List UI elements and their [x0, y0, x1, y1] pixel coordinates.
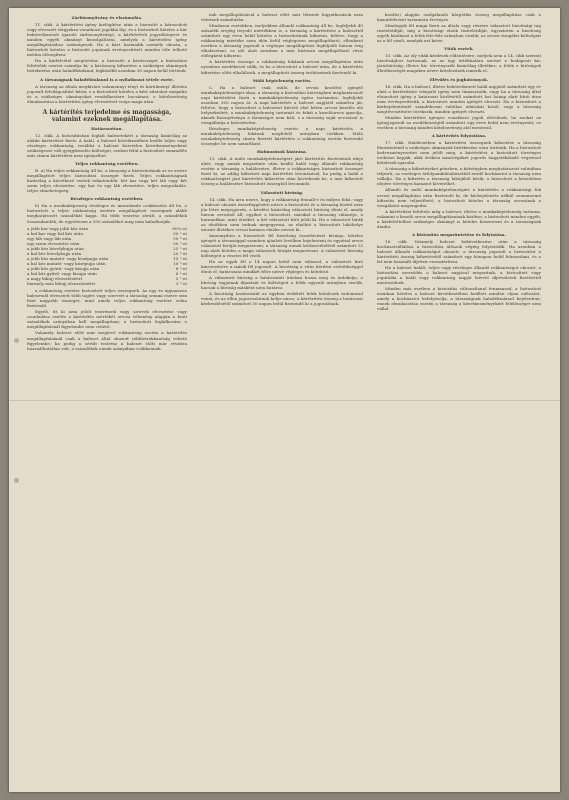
paragraph: Amennyiben a biztosított fél bizottság összehívását kívánja, köteles igényét a társasággal szemben ajánlott levélben bejelenteni és egyúttal orvos választott bíróját megnevezni; a társaság ennek kézhezvételétől számított 15 nap alatt köteles a maga választott bíráját megnevezni. A választott bíróság költségeit a vesztes fél viseli.	[201, 232, 363, 259]
table-cell-rate: 30 "-ot	[173, 240, 187, 246]
paragraph: b) Ha a munkaképesség részleges és maradandó csökkenése áll be, a biztosított a teljes rokkantság esetére megállapított összegnek alább meghatározott százalékát kapja. Ha több testrész sérült, a százalékok összeadandók, de együttesen a 100 százalékot meg nem haladhatják:	[27, 203, 187, 224]
section-heading: Múló képtelenség esetén.	[252, 77, 312, 83]
table-cell-rate: 60%-ot	[172, 225, 187, 231]
document-page	[9, 8, 560, 792]
punch-hole	[14, 478, 19, 483]
section-heading: Részleges rokkantság esetében.	[70, 196, 144, 202]
table-cell-item: bármely más lábujj elvesztéséért	[27, 281, 96, 287]
table-cell-item: a nagy lábujj elvesztéséért	[27, 276, 83, 282]
section-heading: Halmozások kizárása.	[257, 149, 307, 155]
paragraph: C. Ha a baleset csak múló, de orvosi kezelést igénylő munkaképtelenséget okoz, a társaság a biztosítási kötvényben meghatározott napi kártérítést fizeti a munkaképtelenség egész tartamára, legfeljebb azonban 300 napon át. A napi kártérítés a baleset napjától számítva jár, feltéve, hogy a biztosított a balesetet követő első héten orvosi kezelés alá helyezkedett; a munkaképtelenség tartamát és fokát a kezelőorvos igazolja, akinek bizonyítványa a társaságot nem köti, s a társaság saját orvosával is vizsgálhatja a biztosítottat.	[201, 84, 363, 125]
paragraph: 16. cikk. Ha a baleset, illetve bekövetkezett halál napjától számított egy év alatt a kártérítésre irányuló igény nem támasztatik, vagy ha a társaság által elutasított igény a határozat közlésétől számított hat hónap alatt bírói úton nem érvényesíttetik, a biztosított minden igényét elveszti. Ha a biztosított a kárbejelentésnél szándékosan valótlan adatokat közöl, vagy a társaság megtévesztésére törekszik, minden igényét elveszti.	[377, 83, 541, 114]
section-heading: Viták esetek.	[444, 46, 474, 52]
table-cell-rate: 25 "-ot	[173, 245, 187, 251]
paragraph: Részleges munkaképtelenség esetén a napi kártérítés a munkaképtelenség fokának megfelelő arányban csökken. Múló munkaképtelenség címén fizetett kártérítés a rokkantság esetén fizetendő összegbe be nem számítható.	[201, 125, 363, 147]
table-cell-rate: 8 "-ot	[175, 265, 187, 271]
paragraph: Ha az egyik fél a 14 napon belül nem válaszol, a választott bíró kinevezésére a másik fél jogosult. A bizottság a vitás kérdést szótöbbséggel dönti el; határozata mindkét félre nézve végleges és kötelező.	[201, 259, 363, 275]
paragraph: Állandó és múló munkaképtelenségért a kártérítés a rokkantsági fok orvosi megállapítása után fizetendő ki, de kárbejelentés nélkül semminemű kifizetés nem teljesíthető; a biztosított köteles a társaság orvosának a vizsgálatot megengedni.	[377, 187, 541, 208]
paragraph: Egyéb, itt ki nem jelölt testrészek vagy szervek elvesztése vagy csonkulása esetén a kártérítés mértékét orvosi vélemény alapján a fenti százalékok arányában kell megállapítani; a biztosított foglalkozása a megállapításnál figyelembe nem vehető.	[27, 309, 187, 330]
paragraph: 15. cikk. Az oly viták kérdések eldöntésére, melyek nem a 14. cikk szerinti bizottsághoz tartoznak, az az ügy értékhatára szerint a budapesti kir. járásbíróság, illetve kir. törvényszék kizárólag illetékes; a felek e bíróságok illetékességét magukra nézve kötelezőnek ismerik el.	[377, 53, 541, 74]
section-heading: A kártérítés folyósítása.	[431, 132, 487, 138]
table-row	[27, 281, 187, 286]
paragraph: 11. cikk. A kártérítési igény kielégítése után a biztosító a károsodott vagy elveszett tárgyakra vonatkozó jogokba lép, és a biztosított köteles a kár bekövetkezését igazoló zárbizonyítványt, a kárfelvételi jegyzőkönyvet és minden egyéb okmányt kiszolgáltatni, amelyek a kártérítési igény megállapításához szükségesek. Ha a kárt harmadik személy okozta, a biztosított köteles a biztosító jogainak érvényesítését minden tőle telhető módon elősegíteni.	[27, 22, 187, 58]
section-heading: Határozottan.	[91, 125, 123, 131]
paragraph: A választott bíróság a határozatát írásban hozza meg és indokolja; a bíróság tagjainak díjazását és költségeit a felek egyenlő arányban viselik, hacsak a bíróság másként nem határoz.	[201, 275, 363, 291]
section-heading: Zárbizonyítvány és elszámolás.	[71, 15, 143, 20]
text-column-right	[377, 12, 541, 313]
paragraph: 18. cikk. Valamely baleset bekövetkezése után a társaság kockázatvállalása a biztosítási időszak végéig folytatódik. Ha azonban a baleset állandó rokkantságot okozott, a társaság jogosult a biztosítást a kártérítési összeg kifizetésétől számított egy hónapon belül felmondani, és a fel nem használt díjrészt visszatéríteni.	[377, 238, 541, 265]
text-column-middle	[201, 12, 363, 308]
table-cell-item: a jobb kéz mutató- vagy középujja után	[27, 255, 109, 261]
table-cell-rate: 5 "-ot	[175, 276, 187, 282]
table-cell-rate: 50 "-ot	[173, 230, 187, 236]
section-heading: Választott bíróság.	[260, 189, 304, 195]
paragraph: 17. cikk. Halálesetben a kártérítési összegnek kifizetése a társaság főintézeténél a szükséges okmányok beérkezése után történik. Ha a biztosított kedvezményezettet nem jelölt meg, a kártérítést a biztosított törvényes örökösei kapják, akik örökösi minőségüket jogerős hagyatékátadó végzéssel kötelesek igazolni.	[377, 140, 541, 166]
table-cell-rate: 10 "-ot	[173, 260, 187, 266]
paragraph: A kártérítés összege a rokkantság fokának orvosi megállapítása után nyomban esedékessé válik, és ha a biztosított a baleset után, de a kártérítés kifizetése előtt elhalálozik, a megállapított összeg örököseinek fizetendő ki.	[201, 59, 363, 75]
table-cell-item: a jobb kéz gyűrű- vagy kisujja után	[27, 265, 100, 271]
paragraph: 14. cikk. Ha arra nézve, hogy a rokkantság fennáll-e és milyen fokú, vagy a baleset okozati összefüggésére nézve a biztosított és a társaság között nem jön létre megegyezés, a kérdést kizárólag választott bíróság dönti el, amely három orvosból áll; egyiket a biztosított, másikat a társaság választja, a harmadikat, mint elnököt, a két választott bíró jelöli ki. Ha a választott bírák az elnökben nem tudnak megegyezni, az elnököt a biztosított lakóhelye szerint illetékes orvosi kamara elnöke nevezi ki.	[201, 196, 363, 232]
paragraph: B. a) Ha teljes rokkantság áll be, a társaság a biztosítottnak az ez esetre megállapított teljes biztosítási összeget fizeti. Teljes rokkantságnak kizárólag a következő esetek tekintendők: két kar vagy két láb vagy két szem teljes elvesztése, egy kar és egy láb elvesztése, teljes megvakulás, teljes elmebetegség.	[27, 168, 187, 194]
table-cell-item: a bal kéz hüvelykujja után	[27, 250, 82, 256]
table-cell-item: a bal kar vagy bal kéz után	[27, 230, 83, 236]
section-heading: Teljes rokkantság esetében.	[75, 161, 139, 167]
table-cell-rate: 50 "-ot	[173, 235, 187, 241]
paragraph: Mindegyik fél maga fizeti az általa vagy részére választott bizottsági tag tiszteletdíját, míg a bizottsági elnök tiszteletdíját, úgyszintén a bizottság egyéb kiadásait a felek fele-fele arányban viselik; az orvosi vizsgálat költségeit az a fél viseli, amelyik azt kérte.	[377, 23, 541, 44]
table-cell-rate: 15 "-ot	[173, 255, 187, 261]
text-column-left	[27, 12, 187, 352]
table-cell-item: egy szem elvesztése után	[27, 240, 80, 246]
table-cell-item: a bal kéz gyűrű- vagy kisujja után	[27, 270, 97, 276]
paragraph: Ha a baleset halált, teljes vagy részleges állandó rokkantságot okozott, a biztosítási szerződés a baleset napjával megszűnik; a biztosított vagy jogutódai a halál vagy rokkantság napját követő díjrészletek fizetésétől mentesülnek.	[377, 265, 541, 286]
table-cell-item: egy láb vagy láb után	[27, 235, 72, 241]
paragraph: Minden kártérítési igényre vonatkozó jogok elévülnek, ha azokat az igényjogosult az esedékességtől számított egy éven belül nem érvényesíti; ez esetben a társaság minden kötelezettség alól mentesül.	[377, 114, 541, 130]
table-cell-rate: 3 "-ot	[175, 281, 187, 287]
paragraph: A társaság az általa megkívánt valamennyi tényt és körülményt illetően jogosult felvilágosítást kérni, s a biztosított köteles a kért adatokat megadni és a szükséges okmányokat rendelkezésre bocsátani; e kötelezettség elmulasztása a kártérítési igény elvesztését vonja maga után.	[27, 83, 187, 104]
paragraph: kezdés) alapján szolgálandó kárpótlás összeg megállapítása csak a kamatfelvezet tartamára érvényes.	[377, 12, 541, 23]
compensation-rate-table	[27, 226, 187, 287]
punch-hole	[14, 338, 19, 343]
chapter-heading: A kártérítés terjedelme és magassága, valamint ezeknek megállapítása.	[42, 108, 172, 123]
paragraph: Minden más esetben a biztosítás változatlanul fennmarad, a biztosított azonban köteles a baleset következtében beállott minden olyan változást, amely a kockázatot befolyásolja, a társaságnak haladéktalanul bejelenteni; ennek elmulasztása esetén a társaság a következményekért felelősséget nem vállal.	[377, 286, 541, 312]
paragraph: Ha a kárfelvétel megtörtént, a biztosító a kárösszeget a biztosítási feltételek szerint számítja ki; a kárösszeg kifizetése a szükséges okmányok beérkezése után haladéktalanul, legkésőbb azonban 30 napon belül történik.	[27, 58, 187, 74]
paragraph: 13. cikk. A múló munkaképtelenségért járó kártérítés fizetésének ideje alatt, vagy annak megszűnte után beálló halál vagy állandó rokkantság esetén a társaság a halálesetre, illetve a rokkantságra biztosított összeget fizeti ki, az addig kifizetett napi kártérítés levonásával, ha pedig a halál a rokkantságért járó kártérítés kifizetése után következik be, a már kifizetett összeg a halálesetre biztosított összegből levonandó.	[201, 156, 363, 187]
paragraph: A kártérítési feltétele még a baleset, illetve a munkaképtelenség tartama, valamint a kezelő orvos megállapításainak közlése; a biztosított minden egyéb, a kárfelvételhez szükséges okmányt is köteles beszerezni és a társaságnak átadni.	[377, 208, 541, 229]
table-cell-item: a jobb kéz hüvelykujja után	[27, 245, 84, 251]
paragraph: A társaság a kifizetéseket pénzben, a kötvényben meghatározott valutában teljesíti; az esetleges árfolyamkülönbözetből eredő kockázatot a társaság nem vállalja. Ha a kifizetés a társaság hibájából késik, a biztosított a késedelem idejére törvényes kamatot követelhet.	[377, 166, 541, 187]
section-heading: A társaságnak haladéktalanul is a nyilatkozat tétele esete.	[39, 76, 175, 82]
table-cell-rate: 20 "-ot	[173, 250, 187, 256]
table-cell-rate: 6 "-ot	[175, 270, 187, 276]
paragraph: a rokkantság esetére biztosított teljes összegnek. Az egy és ugyanazon balesetnél elvesztett több tagért vagy szervért a társaság semmi esetre sem fizet nagyobb összeget, mint amely teljes rokkantság esetére volna fizetendő.	[27, 288, 187, 309]
section-heading: Elévülés és joghátrányok.	[429, 76, 489, 82]
table-cell-item: a jobb kar vagy jobb kéz után	[27, 225, 89, 231]
paragraph: nak megállapításával a baleset előtt már létezett fogyatkozások nem vétetnek számításba.	[201, 12, 363, 23]
section-heading: A biztosítás megszüntetése és folytatása.	[411, 231, 507, 237]
table-cell-item: a bal kéz mutató- vagy középujja után	[27, 260, 106, 266]
fold-line	[9, 400, 560, 401]
paragraph: Valamely baleset előtt már meglevő rokkantság esetén a kártérítés megállapításánál csak a baleset által okozott többletrokkantság vehető figyelembe; ha pedig a sérült testrész a baleset előtt már részben használhatatlan volt, a százalékok ennek arányában csökkennek.	[27, 330, 187, 351]
paragraph: A bizottság határozatát az ügyben érdekelt felek kötelesek tudomásul venni, és az ellen jogorvoslatnak helye nincs; a kártérítési összeg a határozat kézbesítésétől számított 30 napon belül fizetendő ki a jogosultnak.	[201, 291, 363, 307]
paragraph: Mindazon esetekben, melyekben állandó rokkantság áll be, legfeljebb 40 százalék erejéig terjedő mértékben is, a társaság a kártérítést a balesettől számított egy éven belül köteles a biztosítottnak kifizetni, feltéve, hogy a rokkantság mértéke ezen időn belül véglegesen megállapítható; ellenkező esetben a társaság jogosult a végleges megállapítást legfeljebb három évig elhalasztani, ez idő alatt azonban a már biztosan megállapítható részt előlegként kifizetni.	[201, 23, 363, 59]
paragraph: 12. cikk. A biztosításban foglalt balesetekért a társaság kizárólag az alábbi kártérítést fizeti: A halál, a baleset következtében beálló teljes vagy részleges rokkantság, továbbá a baleset közvetlen következményeként szükségessé vált gyógykezelés költségei; ezeken felül a biztosított semmiféle más címen kártérítést nem igényelhet.	[27, 132, 187, 158]
